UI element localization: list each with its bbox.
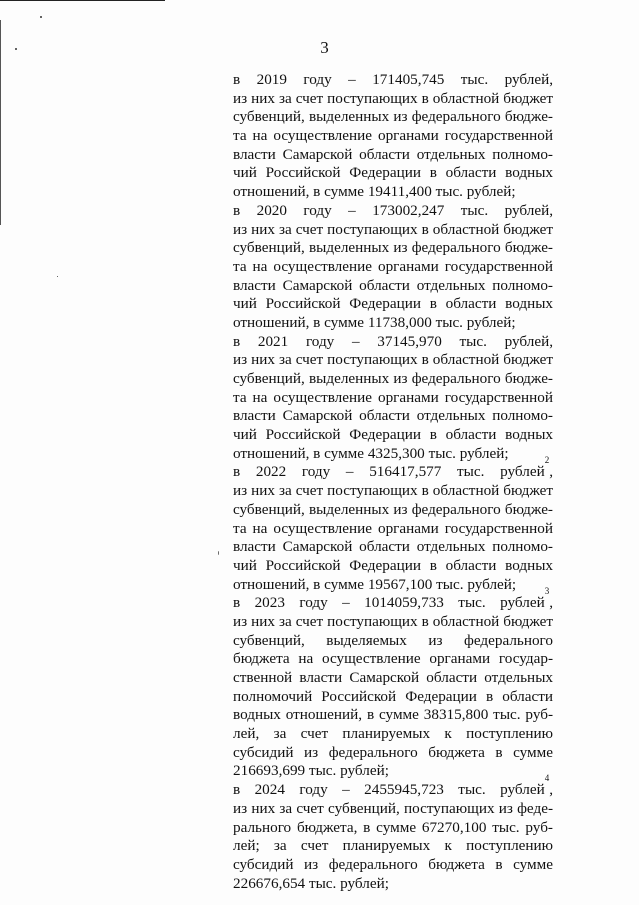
text-line bbox=[233, 90, 553, 109]
text-line bbox=[233, 277, 553, 296]
text-line bbox=[233, 669, 553, 688]
punctuation: , bbox=[549, 463, 553, 481]
text-line-content: субсидий из федерального бюджета в сумме bbox=[233, 743, 553, 761]
text-line bbox=[233, 773, 553, 800]
text-line bbox=[233, 146, 553, 165]
text-line bbox=[233, 837, 553, 856]
footnote-marker: 4 bbox=[544, 773, 550, 784]
text-line-content: чий Российской Федерации в области водных bbox=[233, 164, 553, 182]
text-line bbox=[233, 127, 553, 146]
text-line-content: в 2024 году – 2455945,723 тыс. рублей bbox=[233, 781, 545, 799]
text-line-content: та на осуществление органами государственной bbox=[233, 257, 553, 275]
text-line bbox=[233, 576, 553, 595]
text-line bbox=[233, 407, 553, 426]
text-line bbox=[233, 239, 553, 258]
text-line-content: субсидий из федерального бюджета в сумме bbox=[233, 855, 553, 873]
text-line bbox=[233, 455, 553, 482]
text-line bbox=[233, 586, 553, 613]
text-line-content: власти Самарской области отдельных полномо- bbox=[233, 538, 553, 556]
text-line-content: бюджета на осуществление органами государ- bbox=[233, 650, 553, 668]
text-line-content: в 2022 году – 516417,577 тыс. рублей bbox=[233, 463, 545, 481]
text-line-content: отношений, в сумме 11738,000 тыс. рублей; bbox=[233, 313, 516, 331]
scan-speck bbox=[40, 16, 42, 18]
text-line bbox=[233, 445, 553, 464]
text-line-content: 216693,699 тыс. рублей; bbox=[233, 762, 389, 780]
text-line-content: из них за счет поступающих в областной бюджет bbox=[233, 89, 553, 107]
text-line-content: та на осуществление органами государственной bbox=[233, 519, 553, 537]
text-line-content: чий Российской Федерации в области водных bbox=[233, 295, 553, 313]
scan-speck bbox=[57, 276, 58, 277]
punctuation: , bbox=[549, 781, 553, 799]
text-line bbox=[233, 108, 553, 127]
text-line bbox=[233, 351, 553, 370]
text-line bbox=[233, 333, 553, 352]
scan-speck bbox=[218, 551, 219, 555]
scan-edge-line bbox=[0, 0, 165, 1]
text-line bbox=[233, 221, 553, 240]
punctuation: , bbox=[549, 594, 553, 612]
text-line bbox=[233, 800, 553, 819]
text-line-content: в 2020 году – 173002,247 тыс. рублей, bbox=[233, 201, 553, 219]
text-line bbox=[233, 520, 553, 539]
text-line-content: та на осуществление органами государственной bbox=[233, 388, 553, 406]
text-line-content: отношений, в сумме 19567,100 тыс. рублей; bbox=[233, 575, 517, 593]
text-line bbox=[233, 426, 553, 445]
text-line bbox=[233, 650, 553, 669]
text-line-content: субвенций, выделенных из федерального бюдже- bbox=[233, 500, 553, 518]
text-line-content: чий Российской Федерации в области водных bbox=[233, 556, 553, 574]
page-number: 3 bbox=[320, 38, 329, 57]
text-line-content: субвенций, выделяемых из федерального bbox=[233, 631, 553, 649]
text-line bbox=[233, 688, 553, 707]
text-line-content: в 2023 году – 1014059,733 тыс. рублей bbox=[233, 594, 545, 612]
text-line bbox=[233, 856, 553, 875]
text-line bbox=[233, 819, 553, 838]
text-line bbox=[233, 632, 553, 651]
text-line bbox=[233, 557, 553, 576]
body-text bbox=[233, 71, 553, 893]
text-line-content: ственной власти Самарской области отдельных bbox=[233, 669, 553, 686]
text-line-content: субвенций, выделенных из федерального бюдже- bbox=[233, 370, 553, 387]
text-line bbox=[233, 258, 553, 277]
text-line bbox=[233, 314, 553, 333]
text-line bbox=[233, 202, 553, 221]
text-line-content: водных отношений, в сумме 38315,800 тыс. руб- bbox=[233, 706, 553, 724]
text-line-content: отношений, в сумме 4325,300 тыс. рублей; bbox=[233, 444, 509, 462]
text-line bbox=[233, 875, 553, 894]
footnote-marker: 3 bbox=[544, 586, 550, 597]
text-line bbox=[233, 370, 553, 389]
text-line bbox=[233, 706, 553, 725]
text-line bbox=[233, 613, 553, 632]
text-line bbox=[233, 725, 553, 744]
text-line-content: лей; за счет планируемых к поступлению bbox=[233, 837, 553, 855]
text-line-content: из них за счет поступающих в областной бюджет bbox=[233, 351, 553, 369]
text-line-content: субвенций, выделенных из федерального бюдже- bbox=[233, 239, 553, 257]
text-line-content: в 2019 году – 171405,745 тыс. рублей, bbox=[233, 71, 553, 88]
text-line-content: та на осуществление органами государственной bbox=[233, 127, 553, 145]
text-line-content: лей, за счет планируемых к поступлению bbox=[233, 725, 553, 743]
text-line bbox=[233, 164, 553, 183]
text-line-content: отношений, в сумме 19411,400 тыс. рублей; bbox=[233, 183, 516, 201]
text-line bbox=[233, 183, 553, 202]
text-line bbox=[233, 482, 553, 501]
text-line-content: власти Самарской области отдельных полномо- bbox=[233, 145, 553, 163]
text-line-content: из них за счет поступающих в областной бюджет bbox=[233, 220, 553, 238]
text-line-content: власти Самарской области отдельных полномо- bbox=[233, 276, 553, 294]
text-line bbox=[233, 389, 553, 408]
text-line-content: из них за счет субвенций, поступающих из феде- bbox=[233, 799, 553, 817]
footnote-marker: 2 bbox=[544, 455, 550, 466]
text-line-content: 226676,654 тыс. рублей; bbox=[233, 874, 389, 892]
text-line-content: из них за счет поступающих в областной бюджет bbox=[233, 612, 553, 630]
text-line-content: чий Российской Федерации в области водных bbox=[233, 426, 553, 444]
text-line bbox=[233, 71, 553, 90]
text-line-content: из них за счет поступающих в областной бюджет bbox=[233, 482, 553, 500]
text-line-content: полномочий Российской Федерации в области bbox=[233, 687, 553, 705]
text-line-content: рального бюджета, в сумме 67270,100 тыс. руб- bbox=[233, 818, 553, 836]
text-line bbox=[233, 501, 553, 520]
text-line-content: субвенций, выделенных из федерального бюдже- bbox=[233, 108, 553, 126]
text-line bbox=[233, 744, 553, 763]
text-line-content: в 2021 году – 37145,970 тыс. рублей, bbox=[233, 332, 553, 350]
text-line bbox=[233, 762, 553, 784]
text-line bbox=[233, 538, 553, 557]
text-line-content: власти Самарской области отдельных полномо- bbox=[233, 407, 553, 425]
text-line bbox=[233, 295, 553, 314]
